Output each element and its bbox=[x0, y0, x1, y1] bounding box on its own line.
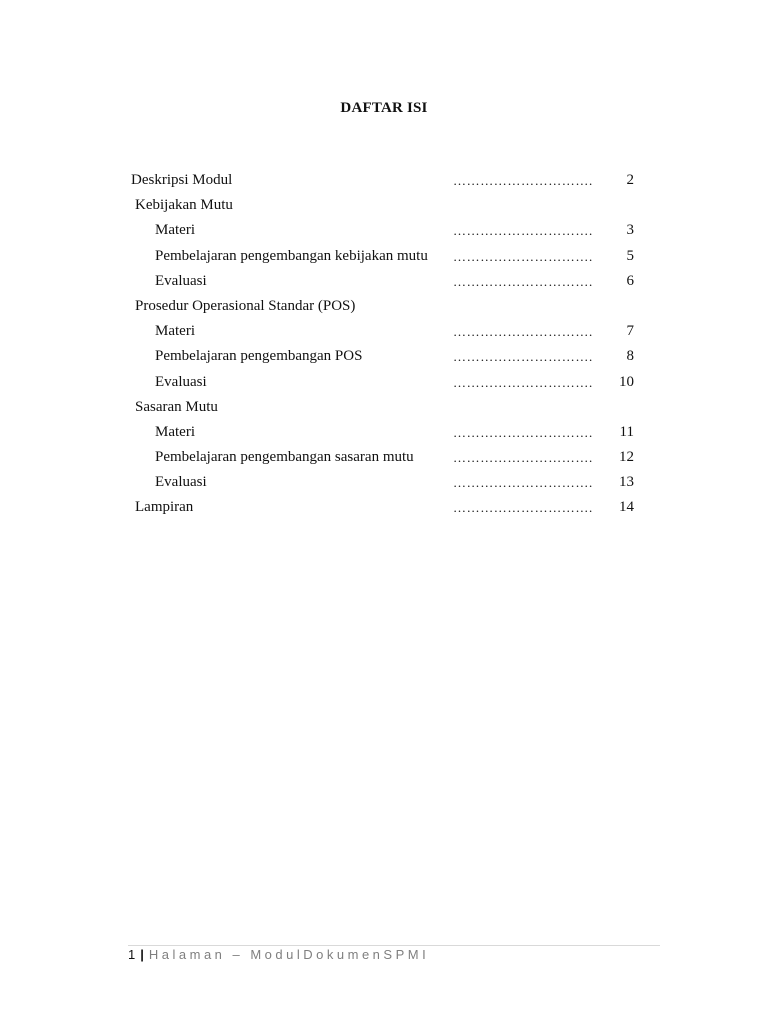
toc-entry-leader: …………………………. bbox=[453, 424, 593, 440]
toc-entry-leader: …………………………. bbox=[453, 475, 593, 491]
toc-entry bbox=[0, 244, 768, 269]
toc-entry-label: Pembelajaran pengembangan sasaran mutu bbox=[155, 449, 414, 466]
toc-entry bbox=[0, 420, 768, 445]
toc-entry-page: 2 bbox=[626, 172, 634, 188]
toc-entry-page: 5 bbox=[626, 247, 634, 264]
footer-divider bbox=[128, 945, 660, 946]
toc-entry-label: Deskripsi Modul bbox=[131, 172, 233, 188]
table-of-contents bbox=[0, 168, 768, 521]
toc-entry-leader: …………………………. bbox=[453, 248, 593, 264]
toc-entry bbox=[0, 218, 768, 243]
toc-section-heading bbox=[0, 193, 768, 218]
toc-entry-page: 14 bbox=[619, 499, 634, 516]
toc-entry-label: Evaluasi bbox=[155, 272, 207, 289]
toc-section-heading bbox=[0, 395, 768, 420]
toc-entry bbox=[0, 495, 768, 520]
toc-entry-label: Pembelajaran pengembangan kebijakan mutu bbox=[155, 247, 428, 264]
toc-entry-label: Evaluasi bbox=[155, 474, 207, 491]
toc-entry-page: 12 bbox=[619, 449, 634, 466]
toc-entry bbox=[0, 370, 768, 395]
toc-entry-page: 3 bbox=[626, 222, 634, 239]
toc-entry bbox=[0, 470, 768, 495]
toc-entry-label: Sasaran Mutu bbox=[135, 398, 218, 415]
toc-entry-page: 13 bbox=[619, 474, 634, 491]
toc-entry-leader: …………………………. bbox=[453, 349, 593, 365]
toc-section-heading bbox=[0, 294, 768, 319]
toc-entry-page: 7 bbox=[626, 323, 634, 340]
toc-entry-page: 8 bbox=[626, 348, 634, 365]
toc-entry-label: Evaluasi bbox=[155, 373, 207, 390]
toc-entry bbox=[0, 269, 768, 294]
toc-entry-label: Lampiran bbox=[135, 499, 194, 516]
toc-entry-leader: …………………………. bbox=[453, 450, 593, 466]
toc-entry bbox=[0, 319, 768, 344]
page-footer bbox=[128, 947, 429, 962]
toc-entry-leader: …………………………. bbox=[453, 324, 593, 340]
toc-entry-leader: …………………………. bbox=[453, 173, 593, 188]
toc-entry bbox=[0, 344, 768, 369]
toc-entry bbox=[0, 445, 768, 470]
toc-entry-leader: …………………………. bbox=[453, 374, 593, 390]
toc-entry-leader: …………………………. bbox=[453, 223, 593, 239]
footer-text: Halaman – ModulDokumenSPMI bbox=[148, 947, 430, 962]
toc-entry bbox=[0, 168, 768, 193]
toc-entry-page: 11 bbox=[619, 423, 634, 440]
toc-entry-leader: …………………………. bbox=[453, 500, 593, 516]
toc-entry-label: Prosedur Operasional Standar (POS) bbox=[135, 297, 356, 314]
toc-entry-label: Kebijakan Mutu bbox=[135, 197, 233, 214]
toc-entry-leader: …………………………. bbox=[453, 273, 593, 289]
toc-entry-label: Pembelajaran pengembangan POS bbox=[155, 348, 363, 365]
toc-entry-label: Materi bbox=[155, 323, 195, 340]
toc-entry-page: 6 bbox=[626, 272, 634, 289]
toc-entry-label: Materi bbox=[155, 222, 195, 239]
toc-entry-page: 10 bbox=[619, 373, 634, 390]
page-title: DAFTAR ISI bbox=[340, 100, 428, 116]
toc-entry-label: Materi bbox=[155, 423, 195, 440]
footer-page-number: 1 bbox=[128, 947, 136, 962]
footer-separator: | bbox=[140, 947, 144, 962]
